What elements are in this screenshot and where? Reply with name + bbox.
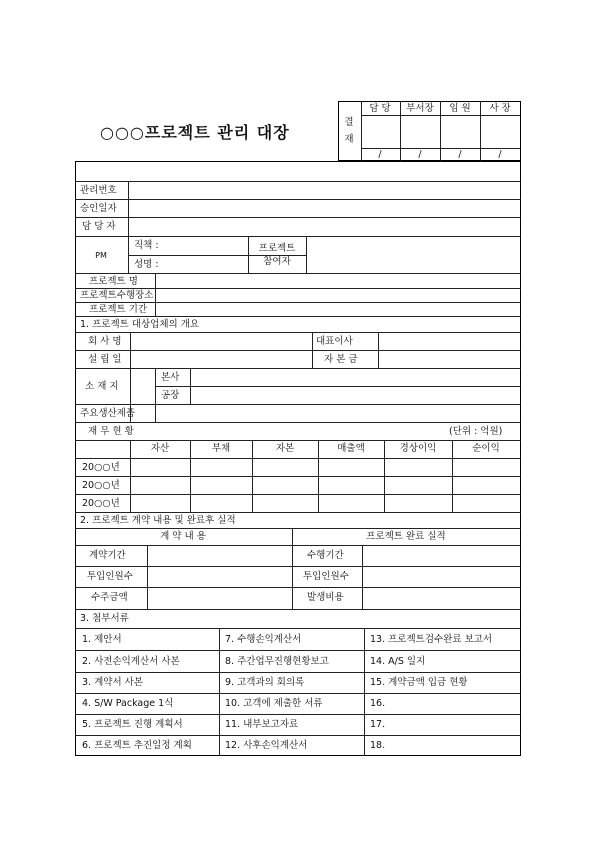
project-period-label: 프로젝트 기간 <box>89 304 148 315</box>
attachment-item: 1. 제안서 <box>82 634 122 645</box>
attachment-item: 15. 계약금액 입금 현황 <box>370 677 468 688</box>
staff-in-result-label: 투입인원수 <box>303 571 349 582</box>
name-label: 성명 : <box>134 259 159 270</box>
attachment-item: 8. 주간업무진행현황보고 <box>225 656 329 667</box>
attachment-item: 2. 사전손익계산서 사본 <box>82 656 180 667</box>
approval-date-field[interactable] <box>130 200 519 216</box>
established-label: 설 립 일 <box>88 354 122 365</box>
attachment-item: 6. 프로젝트 추진일정 계획 <box>82 740 192 751</box>
section2-heading: 2. 프로젝트 계약 내용 및 완료후 실적 <box>80 515 236 526</box>
project-name-label: 프로젝트 명 <box>89 276 138 287</box>
approval-date-mark: / <box>378 149 382 160</box>
hq-label: 본사 <box>161 372 180 383</box>
order-amount-label: 수주금액 <box>91 592 128 603</box>
attachment-item: 5. 프로젝트 진행 계획서 <box>82 719 183 730</box>
manager-label: 담 당 자 <box>82 221 116 232</box>
approval-label-bottom: 재 <box>344 134 354 145</box>
attachment-item: 3. 계약서 사본 <box>82 677 143 688</box>
attachment-item: 12. 사후손익계산서 <box>225 740 308 751</box>
fin-header-sales: 매출액 <box>337 443 365 454</box>
position-label: 직책 : <box>134 240 159 251</box>
participants-label: 프로젝트 참여자 <box>258 243 296 267</box>
unit-label: (단위 : 억원) <box>449 426 503 437</box>
cost-label: 발생비용 <box>307 592 344 603</box>
factory-label: 공장 <box>161 390 180 401</box>
approval-role-executive: 임 원 <box>449 103 471 114</box>
attachment-item: 17. <box>370 719 386 730</box>
capital-label: 자 본 금 <box>324 354 358 365</box>
project-place-label: 프로젝트수행장소 <box>80 290 154 301</box>
approval-label-top: 결 <box>344 117 354 128</box>
attachment-item: 18. <box>370 740 386 751</box>
main-products-label: 주요생산제품 <box>80 408 136 419</box>
fin-header-ordinary-profit: 경상이익 <box>399 443 437 454</box>
address-label: 소 재 지 <box>85 381 119 392</box>
attachment-item: 16. <box>370 698 386 709</box>
section3-heading: 3. 첨부서류 <box>80 613 129 624</box>
contract-period-label: 계약기간 <box>89 550 126 561</box>
manager-field[interactable] <box>130 218 519 235</box>
attachment-item: 13. 프로젝트검수완료 보고서 <box>370 634 493 645</box>
mgmt-no-field[interactable] <box>130 182 519 198</box>
fin-header-equity: 자본 <box>275 443 295 454</box>
participants-field[interactable] <box>308 237 519 272</box>
fin-header-liabilities: 부채 <box>211 443 231 454</box>
exec-period-label: 수행기간 <box>307 550 344 561</box>
approval-role-president: 사 장 <box>489 103 511 114</box>
result-header: 프로젝트 완료 실적 <box>366 531 446 542</box>
page-title: ○○○프로젝트 관리 대장 <box>100 123 290 142</box>
fin-header-net-profit: 순이익 <box>472 443 500 454</box>
financial-label: 재 무 현 황 <box>88 426 134 437</box>
contract-header: 계 약 내 용 <box>160 531 206 542</box>
approval-date-mark: / <box>458 149 462 160</box>
ceo-label: 대표이사 <box>316 336 353 347</box>
attachment-item: 9. 고객과의 회의록 <box>225 677 305 688</box>
company-label: 회 사 명 <box>88 336 122 347</box>
approval-date-mark: / <box>418 149 422 160</box>
attachment-item: 4. S/W Package 1식 <box>82 698 174 709</box>
staff-in-label: 투입인원수 <box>87 571 133 582</box>
section1-heading: 1. 프로젝트 대상업체의 개요 <box>80 319 200 330</box>
approval-role-dept-head: 부서장 <box>406 103 434 114</box>
attachment-item: 14. A/S 일지 <box>370 656 426 667</box>
pm-label: PM <box>95 251 107 260</box>
fin-year: 20○○년 <box>82 480 120 491</box>
attachment-item: 11. 내부보고자료 <box>225 719 299 730</box>
approval-role-manager: 담 당 <box>369 103 391 114</box>
approval-date-mark: / <box>498 149 502 160</box>
mgmt-no-label: 관리번호 <box>80 185 117 196</box>
attachment-item: 10. 고객에 제출한 서류 <box>225 698 323 709</box>
attachment-item: 7. 수행손익계산서 <box>225 634 302 645</box>
approval-date-label: 승인일자 <box>80 203 117 214</box>
fin-year: 20○○년 <box>82 498 120 509</box>
fin-header-assets: 자산 <box>150 443 170 454</box>
fin-year: 20○○년 <box>82 462 120 473</box>
